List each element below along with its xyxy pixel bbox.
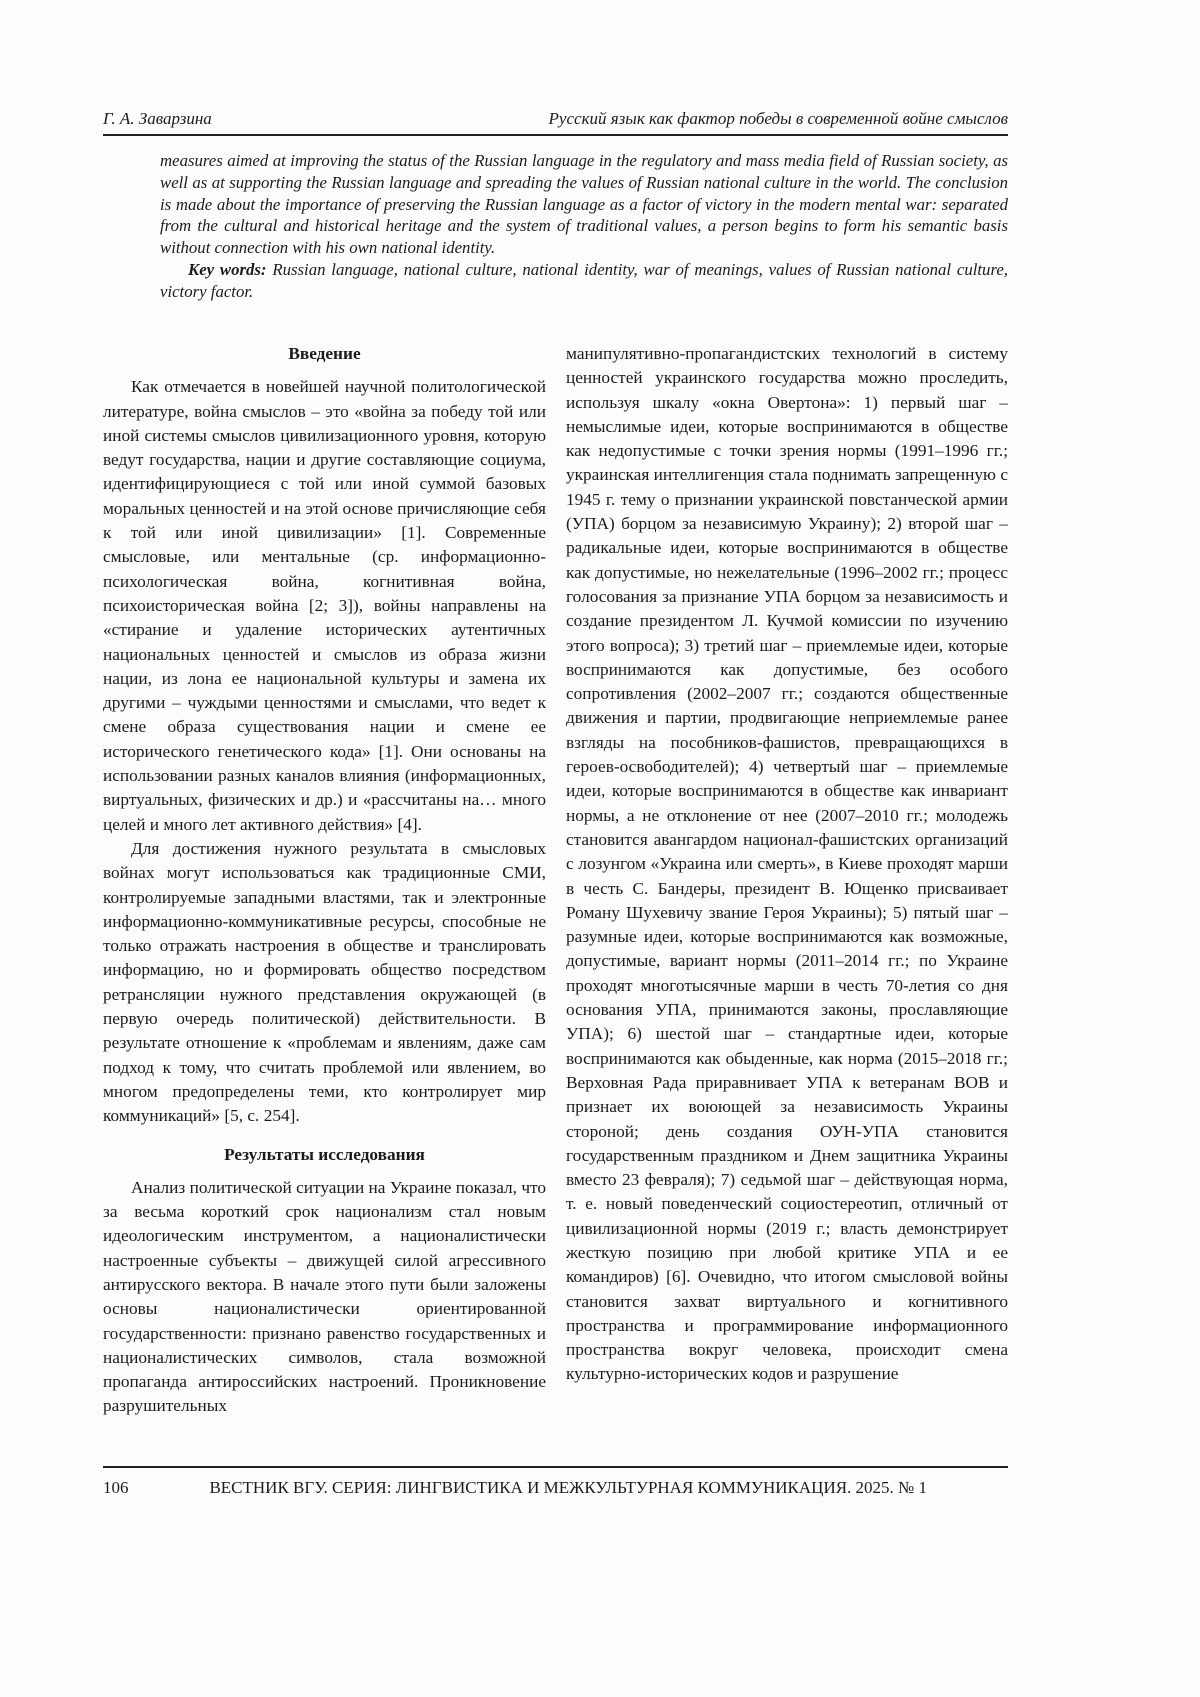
keywords-label: Key words: xyxy=(188,259,267,279)
section-heading-results: Результаты исследования xyxy=(224,1144,425,1164)
running-head-title: Русский язык как фактор победы в современной войне смыслов xyxy=(548,109,1008,128)
running-head-author: Г. А. Заварзина xyxy=(103,109,212,128)
abstract-text: measures aimed at improving the status of the Russian language in the regulatory and mass media field of Russian society, as well as at supporting the Russian language and spreading the values of Russian national culture in the world. The conclusion is made about the importance of preserving the Russian language as a factor of victory in the modern mental war: separated from the cultural and historical heritage and the system of traditional values, a person begins to form his semantic basis without connection with his own national identity. xyxy=(160,151,1008,258)
section-heading-introduction: Введение xyxy=(288,344,361,363)
running-head xyxy=(103,108,1008,130)
page-number: 106 xyxy=(103,1478,129,1497)
right-column xyxy=(566,342,1008,1387)
paragraph-results-continued: манипулятивно-пропагандистских технологий в систему ценностей украинского государства можно проследить, используя шкалу «окна Овертона»: 1) первый шаг – немыслимые идеи, которые воспринимаются в обществе как недопустимые с точки зрения нормы (1991–1996 гг.; украинская интеллигенция стала поднимать запрещенную с 1945 г. тему о признании украинской повстанческой армии (УПА) борцом за независимую Украину); 2) второй шаг – радикальные идеи, которые воспринимаются в обществе как допустимые, но нежелательные (1996–2002 гг.; процесс голосования за признание УПА борцом за независимость и создание президентом Л. Кучмой комиссии по изучению этого вопроса); 3) третий шаг – приемлемые идеи, которые воспринимаются как допустимые, без особого сопротивления (2002–2007 гг.; создаются общественные движения и партии, продвигающие неприемлемые ранее взгляды на пособников-фашистов, превращающихся в героев-освободителей); 4) четвертый шаг – приемлемые идеи, которые воспринимаются в обществе как инвариант нормы, а не отклонение от нее (2007–2010 гг.; молодежь становится авангардом национал-фашистских организаций с лозунгом «Украина или смерть», в Киеве проходят марши в честь С. Бандеры, президент В. Ющенко присваивает Роману Шухевичу звание Героя Украины); 5) пятый шаг – разумные идеи, которые воспринимаются как возможные, допустимые, вариант нормы (2011–2014 гг.; по Украине проходят многотысячные марши в честь 70-летия со дня основания УПА, принимаются законы, прославляющие УПА); 6) шестой шаг – стандартные идеи, которые воспринимаются как обыденные, как норма (2015–2018 гг.; Верховная Рада приравнивает УПА к ветеранам ВОВ и признает их воюющей за независимость Украины стороной; день создания ОУН-УПА становится государственным праздником и Днем защитника Украины вместо 23 февраля); 7) седьмой шаг – действующая норма, т. е. новый поведенческий социостереотип, отличный от цивилизационной нормы (2019 г.; власть демонстрирует жесткую позицию при любой критике УПА и ее командиров) [6]. Очевидно, что итогом смысловой войны становится захват виртуального и когнитивного пространства и программирование информационного пространства вокруг человека, происходит смена культурно-исторических кодов и разрушение xyxy=(566,344,1008,1384)
journal-title: ВЕСТНИК ВГУ. СЕРИЯ: ЛИНГВИСТИКА И МЕЖКУЛЬТУРНАЯ КОММУНИКАЦИЯ. 2025. № 1 xyxy=(209,1478,928,1497)
header-rule xyxy=(103,134,1008,136)
footer-rule xyxy=(103,1466,1008,1468)
keywords-line xyxy=(160,259,1008,303)
paragraph-results-1: Анализ политической ситуации на Украине показал, что за весьма короткий срок национализм стал новым идеологическим инструментом, а националистически настроенные субъекты – движущей силой агрессивного антирусского вектора. В начале этого пути были заложены основы националистически ориентированной государственности: признано равенство государственных и националистических символов, стала возможной пропаганда антироссийских настроений. Проникновение разрушительных xyxy=(103,1177,546,1416)
paragraph-introduction-2: Для достижения нужного результата в смысловых войнах могут использоваться как традиционные СМИ, контролируемые западными властями, так и электронные информационно-коммуникативные ресурсы, способные не только отражать настроения в обществе и транслировать информацию, но и формировать общество посредством ретрансляции нужного представления окружающей (в первую очередь политической) действительности. В результате отношение к «проблемам и явлениям, даже сам подход к тому, что считать проблемой или явлением, во многом предопределены теми, кто контролирует мир коммуникаций» [5, с. 254]. xyxy=(103,838,546,1126)
keywords-text: Russian language, national culture, national identity, war of meanings, values of Russian national culture, victory factor. xyxy=(160,259,1008,301)
page-footer xyxy=(103,1476,1008,1500)
paragraph-introduction-1: Как отмечается в новейшей научной политологической литературе, война смыслов – это «война за победу той или иной системы смыслов цивилизационного уровня, которую ведут государства, нации и другие составляющие социума, идентифицирующиеся с той или иной суммой базовых моральных ценностей и на этой основе причисляющие себя к той или иной цивилизации» [1]. Современные смысловые, или ментальные (ср. информационно-психологическая война, когнитивная война, психоисторическая война [2; 3]), войны направлены на «стирание и удаление исторических аутентичных национальных ценностей и смыслов из образа жизни нации, из лона ее национальной культуры и замена их другими – чуждыми ценностями и смыслами, что ведет к смене образа существования нации и смене ее исторического генетического кода» [1]. Они основаны на использовании разных каналов влияния (информационных, виртуальных, физических и др.) и «рассчитаны на… много целей и много лет активного действия» [4]. xyxy=(103,377,546,834)
abstract-block xyxy=(160,150,1008,303)
left-column xyxy=(103,342,546,1419)
